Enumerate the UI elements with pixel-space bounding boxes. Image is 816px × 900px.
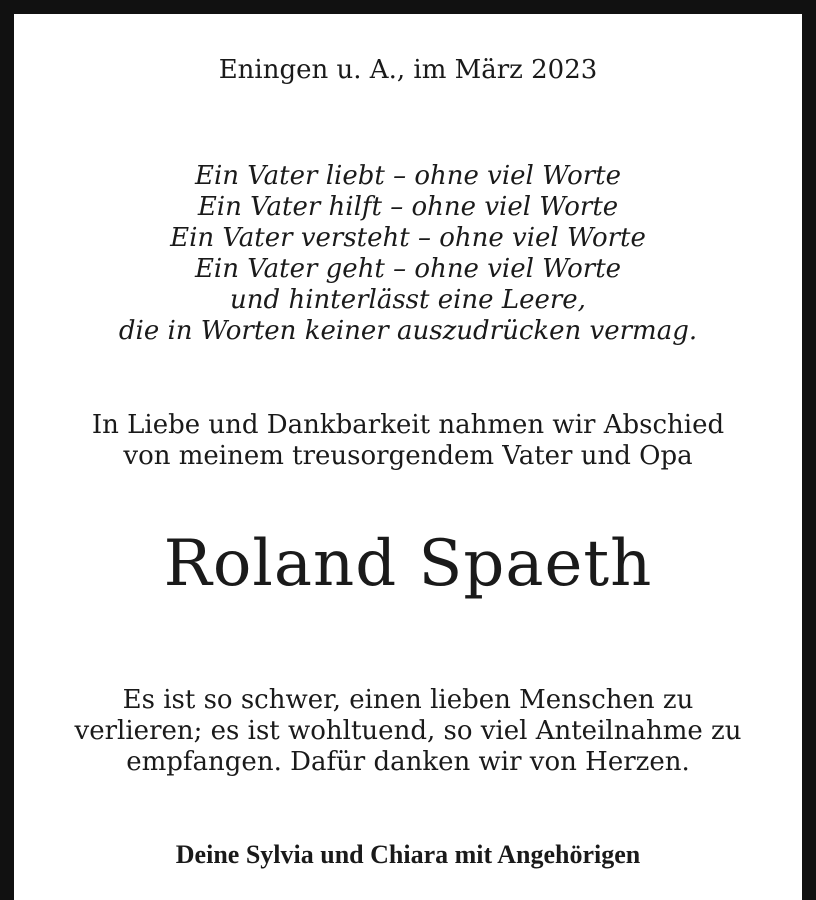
farewell-intro-line: In Liebe und Dankbarkeit nahmen wir Abschied (91, 410, 725, 440)
poem-line: Ein Vater versteht – ohne viel Worte (170, 223, 646, 253)
poem-line: Ein Vater hilft – ohne viel Worte (197, 192, 619, 222)
thanks-line: verlieren; es ist wohltuend, so viel Anteilnahme zu (74, 716, 742, 746)
family-signature: Deine Sylvia und Chiara mit Angehörigen (175, 840, 641, 869)
poem-line: die in Worten keiner auszudrücken vermag. (118, 316, 698, 346)
poem-line: Ein Vater geht – ohne viel Worte (194, 254, 622, 284)
farewell-intro-line: von meinem treusorgendem Vater und Opa (123, 441, 693, 471)
poem-line: Ein Vater liebt – ohne viel Worte (194, 161, 621, 191)
place-date: Eningen u. A., im März 2023 (218, 55, 598, 85)
poem-line: und hinterlässt eine Leere, (230, 285, 586, 315)
thanks-line: empfangen. Dafür danken wir von Herzen. (126, 747, 690, 777)
thanks-line: Es ist so schwer, einen lieben Menschen zu (122, 685, 694, 715)
deceased-name: Roland Spaeth (163, 527, 653, 601)
